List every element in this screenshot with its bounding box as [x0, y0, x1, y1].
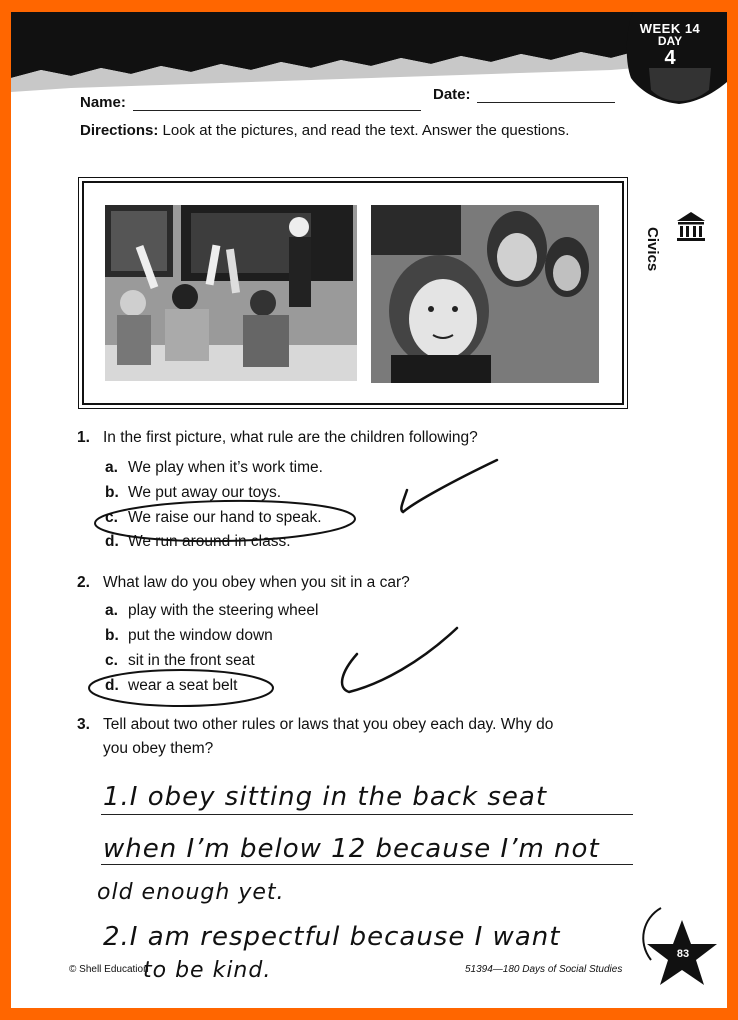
- option-letter: c.: [105, 652, 118, 669]
- q1-option-d[interactable]: [105, 533, 291, 551]
- handwritten-answer-line-1: 1.I obey sitting in the back seat: [103, 782, 548, 812]
- option-text: play with the steering wheel: [128, 602, 319, 619]
- name-field[interactable]: [133, 110, 421, 111]
- publisher-credit: © Shell Education: [69, 964, 149, 975]
- date-label: Date:: [433, 86, 471, 103]
- q1-option-a[interactable]: [105, 459, 323, 477]
- answer-line-2[interactable]: [101, 864, 633, 865]
- q2-check-mark: [342, 628, 457, 692]
- day-label: DAY: [657, 34, 683, 48]
- directions-lead: Directions:: [80, 122, 159, 139]
- option-letter: a.: [105, 459, 118, 476]
- q1-option-c[interactable]: [105, 509, 322, 527]
- book-reference: 51394—180 Days of Social Studies: [465, 964, 623, 975]
- question-text: What law do you obey when you sit in a car?: [103, 574, 410, 591]
- worksheet-page: [11, 12, 727, 1008]
- q2-option-d[interactable]: [105, 677, 237, 695]
- answer-line-1[interactable]: [101, 814, 633, 815]
- question-number: 1.: [77, 429, 90, 446]
- option-letter: d.: [105, 677, 119, 694]
- directions-text: [80, 120, 600, 142]
- handwritten-answer-line-3: old enough yet.: [97, 880, 285, 905]
- question-2: [77, 574, 410, 592]
- option-letter: c.: [105, 509, 118, 526]
- week-label: WEEK 14: [639, 21, 701, 36]
- handwritten-answer-line-2: when I’m below 12 because I’m not: [103, 834, 600, 864]
- option-text: wear a seat belt: [128, 677, 238, 694]
- question-3-line-2: you obey them?: [103, 740, 214, 757]
- building-columns-icon: [671, 167, 711, 287]
- option-letter: b.: [105, 627, 119, 644]
- handwritten-answer-line-4: 2.I am respectful because I want: [103, 922, 561, 952]
- civics-section-label: Civics: [644, 227, 661, 272]
- page-number: 83: [676, 948, 690, 960]
- option-letter: a.: [105, 602, 118, 619]
- name-label: Name:: [80, 94, 126, 111]
- day-number: 4: [664, 47, 676, 69]
- children-portrait-photo: [371, 205, 599, 383]
- option-letter: b.: [105, 484, 119, 501]
- classroom-photo: [105, 205, 357, 381]
- q2-option-a[interactable]: [105, 602, 318, 620]
- option-text: We play when it’s work time.: [128, 459, 323, 476]
- badge-text: [623, 22, 717, 69]
- date-field[interactable]: [477, 102, 615, 103]
- option-text: put the window down: [128, 627, 273, 644]
- option-letter: d.: [105, 533, 119, 550]
- option-text: We raise our hand to speak.: [128, 509, 322, 526]
- question-1: [77, 429, 478, 447]
- handwritten-answer-line-5: to be kind.: [143, 958, 272, 983]
- question-number: 3.: [77, 716, 90, 733]
- question-number: 2.: [77, 574, 90, 591]
- option-text: We run around in class.: [128, 533, 291, 550]
- q1-option-b[interactable]: [105, 484, 281, 502]
- option-text: We put away our toys.: [128, 484, 282, 501]
- question-text: In the first picture, what rule are the children following?: [103, 429, 478, 446]
- question-3: [77, 716, 553, 734]
- question-text-line-1: Tell about two other rules or laws that you obey each day. Why do: [103, 716, 554, 733]
- picture-frame: [82, 181, 624, 405]
- q2-option-c[interactable]: [105, 652, 255, 670]
- option-text: sit in the front seat: [128, 652, 255, 669]
- directions-body: Look at the pictures, and read the text. Answer the questions.: [158, 122, 570, 139]
- q1-check-mark: [401, 460, 497, 512]
- q2-option-b[interactable]: [105, 627, 273, 645]
